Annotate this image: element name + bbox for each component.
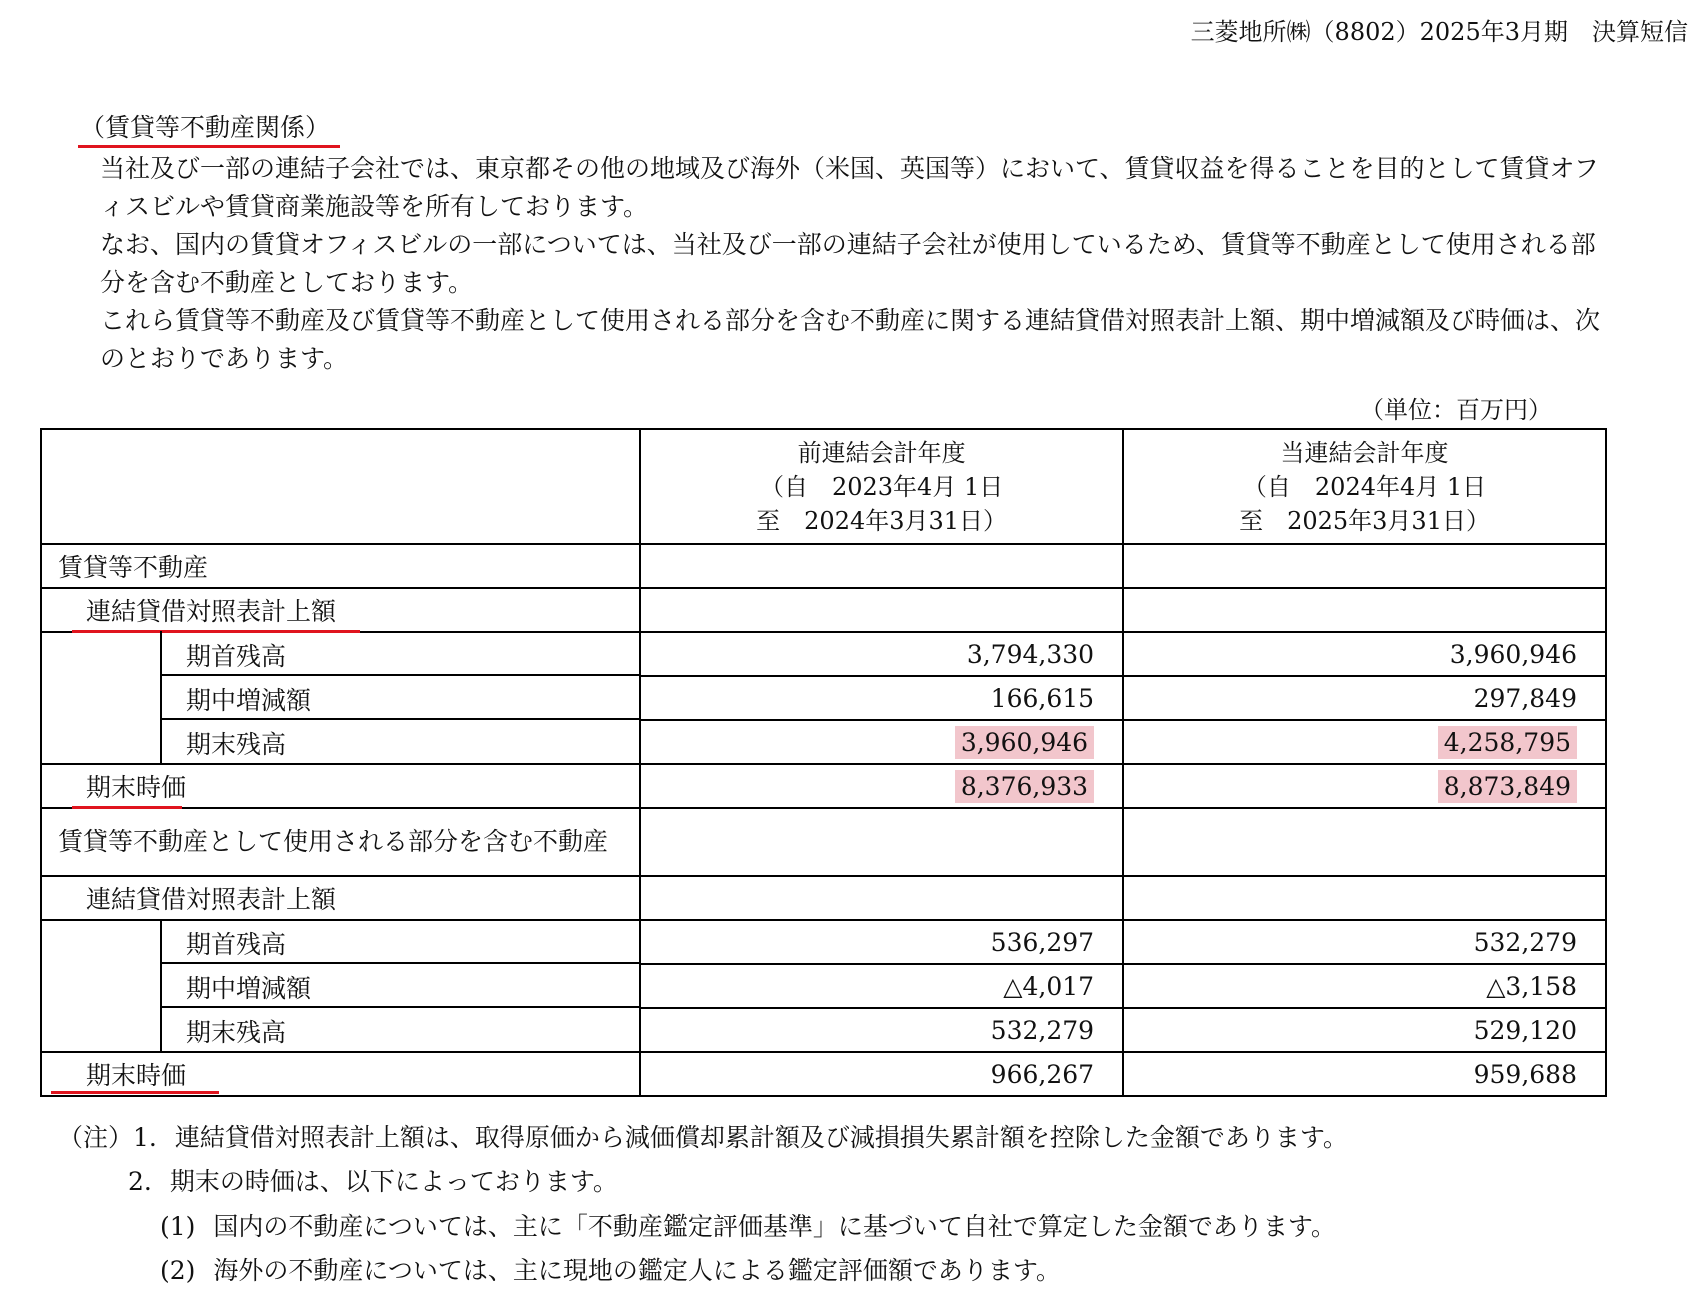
partial-fair-value-curr: 959,688 bbox=[1123, 1052, 1606, 1096]
rental-change-prev: 166,615 bbox=[640, 676, 1123, 720]
curr-period-to: 至 2025年3月31日） bbox=[1239, 506, 1490, 535]
rental-property-table bbox=[40, 428, 1607, 1097]
note-2-text: 期末の時価は、以下によっております。 bbox=[169, 1167, 618, 1196]
table-row bbox=[41, 720, 1606, 764]
section-heading: （賃貸等不動産関係） bbox=[80, 113, 331, 142]
partial-opening-curr: 532,279 bbox=[1123, 920, 1606, 964]
rental-book-value-title: 連結貸借対照表計上額 bbox=[86, 597, 337, 626]
table-header-row bbox=[41, 429, 1606, 544]
prev-period-to: 至 2024年3月31日） bbox=[756, 506, 1008, 535]
rental-fair-value-curr: 8,873,849 bbox=[1438, 770, 1577, 803]
partial-change-curr: △3,158 bbox=[1123, 964, 1606, 1008]
rental-change-label: 期中増減額 bbox=[186, 686, 312, 715]
table-row bbox=[41, 876, 1606, 920]
partial-title: 賃貸等不動産として使用される部分を含む不動産 bbox=[58, 827, 609, 856]
rental-change-curr: 297,849 bbox=[1123, 676, 1606, 720]
partial-opening-prev: 536,297 bbox=[640, 920, 1123, 964]
partial-change-prev: △4,017 bbox=[640, 964, 1123, 1008]
table-row bbox=[41, 632, 1606, 676]
table-row bbox=[41, 1052, 1606, 1096]
curr-period-title: 当連結会計年度 bbox=[1280, 438, 1449, 467]
sub-2-text: 海外の不動産については、主に現地の鑑定人による鑑定評価額であります。 bbox=[213, 1256, 1061, 1285]
rental-closing-label: 期末残高 bbox=[186, 729, 287, 759]
prev-period-title: 前連結会計年度 bbox=[797, 438, 966, 467]
document-header: 三菱地所㈱（8802）2025年3月期 決算短信 bbox=[1190, 18, 1688, 46]
table-row bbox=[41, 964, 1606, 1008]
unit-label: （単位：百万円） bbox=[1360, 396, 1552, 424]
sub-1-text: 国内の不動産については、主に「不動産鑑定評価基準」に基づいて自社で算定した金額であります。 bbox=[213, 1212, 1336, 1241]
partial-opening-label: 期首残高 bbox=[186, 929, 287, 959]
table-row bbox=[41, 1008, 1606, 1052]
paragraph-3: これら賃貸等不動産及び賃貸等不動産として使用される部分を含む不動産に関する連結貸借対照表計上額、期中増減額及び時価は、次のとおりであります。 bbox=[100, 306, 1601, 373]
note-2-sub-2 bbox=[160, 1256, 1061, 1286]
note-2-sub-1 bbox=[160, 1212, 1336, 1242]
note-2-number: 2. bbox=[128, 1167, 152, 1196]
table-row bbox=[41, 544, 1606, 588]
partial-change-label: 期中増減額 bbox=[186, 974, 312, 1003]
partial-closing-curr: 529,120 bbox=[1123, 1008, 1606, 1052]
fair-value-underline bbox=[72, 806, 182, 809]
partial-fair-value-label: 期末時価 bbox=[86, 1061, 187, 1090]
rental-fair-value-prev: 8,376,933 bbox=[955, 770, 1094, 803]
rental-title-underline bbox=[51, 1091, 219, 1094]
rental-fair-value-label: 期末時価 bbox=[86, 773, 187, 802]
header-curr-period bbox=[1123, 429, 1606, 544]
table-row bbox=[41, 588, 1606, 632]
note-prefix: （注）1. bbox=[58, 1123, 157, 1152]
note-1-text: 連結貸借対照表計上額は、取得原価から減価償却累計額及び減損損失累計額を控除した金額であります。 bbox=[174, 1123, 1348, 1152]
heading-underline bbox=[78, 145, 340, 148]
sub-1-number: (1) bbox=[160, 1212, 196, 1241]
curr-period-from: （自 2024年4月 1日 bbox=[1242, 472, 1487, 501]
sub-2-number: (2) bbox=[160, 1256, 196, 1285]
paragraph-1: 当社及び一部の連結子会社では、東京都その他の地域及び海外（米国、英国等）において、賃貸収益を得ることを目的として賃貸オフィスビルや賃貸商業施設等を所有しております。 bbox=[100, 154, 1599, 221]
header-prev-period bbox=[640, 429, 1123, 544]
table-row bbox=[41, 808, 1606, 876]
partial-closing-prev: 532,279 bbox=[640, 1008, 1123, 1052]
partial-closing-label: 期末残高 bbox=[186, 1017, 287, 1047]
header-blank-cell bbox=[41, 429, 640, 544]
table-row bbox=[41, 764, 1606, 808]
rental-title: 賃貸等不動産 bbox=[58, 553, 209, 582]
table-row bbox=[41, 920, 1606, 964]
rental-opening-prev: 3,794,330 bbox=[640, 632, 1123, 676]
paragraph-2: なお、国内の賃貸オフィスビルの一部については、当社及び一部の連結子会社が使用しているため、賃貸等不動産として使用される部分を含む不動産としております。 bbox=[100, 230, 1596, 297]
note-2 bbox=[128, 1167, 618, 1197]
partial-book-value-title: 連結貸借対照表計上額 bbox=[86, 885, 337, 914]
rental-closing-curr: 4,258,795 bbox=[1438, 726, 1577, 759]
partial-fair-value-prev: 966,267 bbox=[640, 1052, 1123, 1096]
rental-closing-prev: 3,960,946 bbox=[955, 726, 1094, 759]
table-row bbox=[41, 676, 1606, 720]
rental-opening-label: 期首残高 bbox=[186, 641, 287, 671]
note-1 bbox=[58, 1123, 1348, 1153]
prev-period-from: （自 2023年4月 1日 bbox=[759, 472, 1004, 501]
rental-opening-curr: 3,960,946 bbox=[1123, 632, 1606, 676]
